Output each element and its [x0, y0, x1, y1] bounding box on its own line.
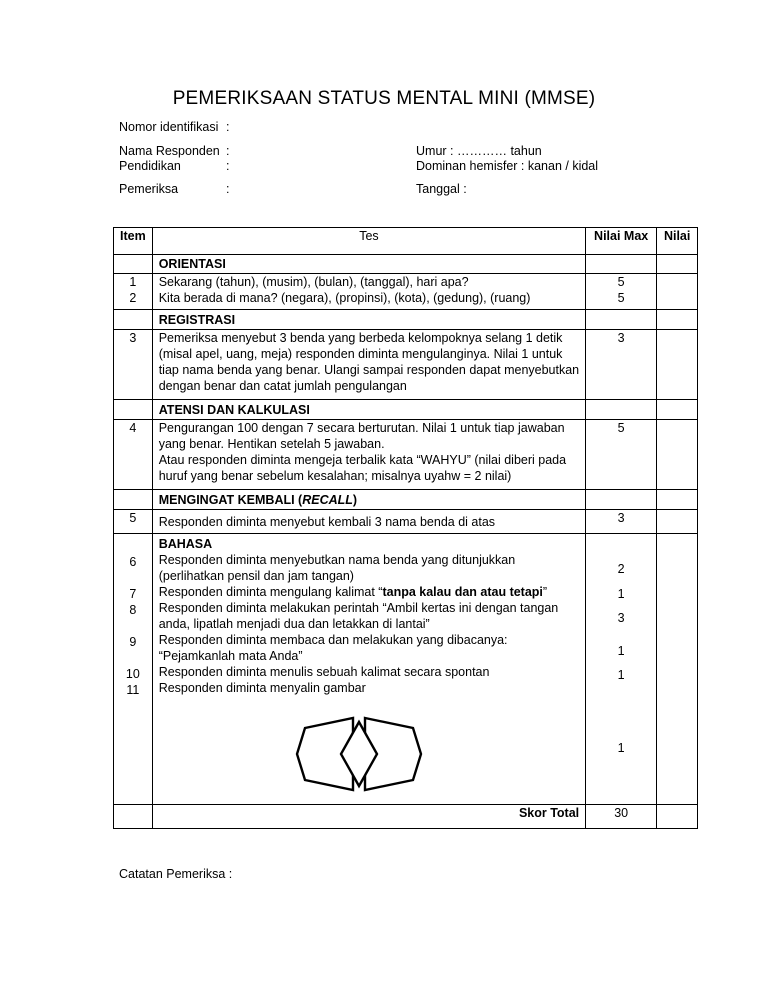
section-title-recall: MENGINGAT KEMBALI (RECALL): [152, 490, 585, 510]
section-row-orientasi: [114, 255, 698, 274]
atensi-line-2: yang benar. Hentikan setelah 5 jawaban.: [158, 437, 385, 451]
score-cell-recall[interactable]: [657, 510, 698, 534]
bahasa-line-2: (perlihatkan pensil dan jam tangan): [158, 569, 354, 583]
registrasi-line-1: Pemeriksa menyebut 3 benda yang berbeda kelompoknya selang 1 detik: [158, 331, 563, 345]
intersecting-pentagons-figure: [295, 716, 425, 792]
dominan-hemisfer-field: Dominan hemisfer : kanan / kidal: [416, 159, 599, 173]
bahasa-line-4: Responden diminta melakukan perintah “Ambil kertas ini dengan tangan: [158, 601, 559, 615]
orientasi-line-1: Sekarang (tahun), (musim), (bulan), (tanggal), hari apa?: [158, 275, 469, 289]
tanggal-field: Tanggal :: [416, 182, 467, 196]
bahasa-line-7: “Pejamkanlah mata Anda”: [158, 649, 303, 663]
header-nilai-max: Nilai Max: [586, 228, 657, 255]
max-score-4: 5: [586, 420, 657, 490]
header-nilai: Nilai: [657, 228, 698, 255]
score-cell-atensi[interactable]: [657, 420, 698, 490]
pendidikan-colon: :: [226, 159, 230, 173]
bahasa-line-6: Responden diminta membaca dan melakukan yang dibacanya:: [158, 633, 508, 647]
max-score-8: 3: [617, 611, 625, 625]
orientasi-line-2: Kita berada di mana? (negara), (propinsi), (kota), (gedung), (ruang): [158, 291, 531, 305]
registrasi-line-2: (misal apel, uang, meja) responden diminta mengulanginya. Nilai 1 untuk: [158, 347, 563, 361]
registrasi-line-4: dengan benar dan catat jumlah pengulangan: [158, 379, 407, 393]
section-title-registrasi: REGISTRASI: [152, 310, 585, 330]
bahasa-line-8: Responden diminta menulis sebuah kalimat secara spontan: [158, 665, 490, 679]
table-header-row: [114, 228, 698, 255]
max-score-5: 3: [586, 510, 657, 534]
section-title-orientasi: ORIENTASI: [152, 255, 585, 274]
item-number-1: 1: [129, 275, 137, 289]
section-title-atensi: ATENSI DAN KALKULASI: [152, 400, 585, 420]
bahasa-line-3: Responden diminta mengulang kalimat “tanpa kalau dan atau tetapi”: [158, 585, 548, 599]
atensi-line-4: huruf yang benar sebelum kesalahan; misalnya uyahw = 2 nilai): [158, 469, 512, 483]
max-score-10: 1: [617, 668, 625, 682]
max-score-9: 1: [617, 644, 625, 658]
item-number-4: 4: [114, 420, 153, 490]
item-number-10: 10: [125, 667, 140, 681]
score-cell-orientasi[interactable]: [657, 274, 698, 310]
bahasa-line-9: Responden diminta menyalin gambar: [158, 681, 366, 695]
pemeriksa-label: Pemeriksa: [119, 182, 179, 196]
nama-responden-label: Nama Responden: [119, 144, 220, 158]
header-tes: Tes: [152, 228, 585, 255]
atensi-line-1: Pengurangan 100 dengan 7 secara berturutan. Nilai 1 untuk tiap jawaban: [158, 421, 565, 435]
atensi-line-3: Atau responden diminta mengeja terbalik kata “WAHYU” (nilai diberi pada: [158, 453, 567, 467]
section-title-bahasa: BAHASA: [158, 537, 213, 551]
nama-colon: :: [226, 144, 230, 158]
score-cell-registrasi[interactable]: [657, 330, 698, 400]
max-score-3: 3: [586, 330, 657, 400]
pemeriksa-colon: :: [226, 182, 230, 196]
table-row-bahasa: [114, 534, 698, 805]
table-row-recall: [114, 510, 698, 534]
table-row-registrasi: [114, 330, 698, 400]
score-cell-bahasa[interactable]: [657, 534, 698, 805]
max-score-1: 5: [617, 275, 625, 289]
bahasa-line-5: anda, lipatlah menjadi dua dan letakkan di lantai”: [158, 617, 430, 631]
header-item: Item: [114, 228, 153, 255]
item-number-8: 8: [129, 603, 137, 617]
max-score-7: 1: [617, 587, 625, 601]
mmse-table: [113, 227, 698, 829]
item-number-5: 5: [114, 510, 153, 534]
max-score-11: 1: [617, 741, 625, 755]
section-row-atensi: [114, 400, 698, 420]
registrasi-line-3: tiap nama benda yang benar. Ulangi sampai responden dapat menyebutkan: [158, 363, 580, 377]
section-row-registrasi: [114, 310, 698, 330]
skor-total-label: Skor Total: [152, 805, 585, 829]
skor-total-value: 30: [586, 805, 657, 829]
nomor-colon: :: [226, 120, 230, 134]
bahasa-line-1: Responden diminta menyebutkan nama benda yang ditunjukkan: [158, 553, 516, 567]
item-number-7: 7: [129, 587, 137, 601]
max-score-6: 2: [617, 562, 625, 576]
page-title: PEMERIKSAAN STATUS MENTAL MINI (MMSE): [172, 88, 596, 109]
section-row-recall: [114, 490, 698, 510]
catatan-pemeriksa-label: Catatan Pemeriksa :: [119, 867, 233, 881]
max-score-2: 5: [617, 291, 625, 305]
nomor-identifikasi-label: Nomor identifikasi: [119, 120, 219, 134]
item-number-9: 9: [129, 635, 137, 649]
score-cell-total[interactable]: [657, 805, 698, 829]
table-row-total: [114, 805, 698, 829]
table-row-orientasi: [114, 274, 698, 310]
umur-field: Umur : ………… tahun: [416, 144, 542, 158]
table-row-atensi: [114, 420, 698, 490]
item-number-6: 6: [129, 555, 137, 569]
item-number-11: 11: [126, 683, 140, 697]
item-number-3: 3: [114, 330, 153, 400]
pendidikan-label: Pendidikan: [119, 159, 181, 173]
recall-line: Responden diminta menyebut kembali 3 nama benda di atas: [152, 510, 585, 534]
item-number-2: 2: [129, 291, 137, 305]
